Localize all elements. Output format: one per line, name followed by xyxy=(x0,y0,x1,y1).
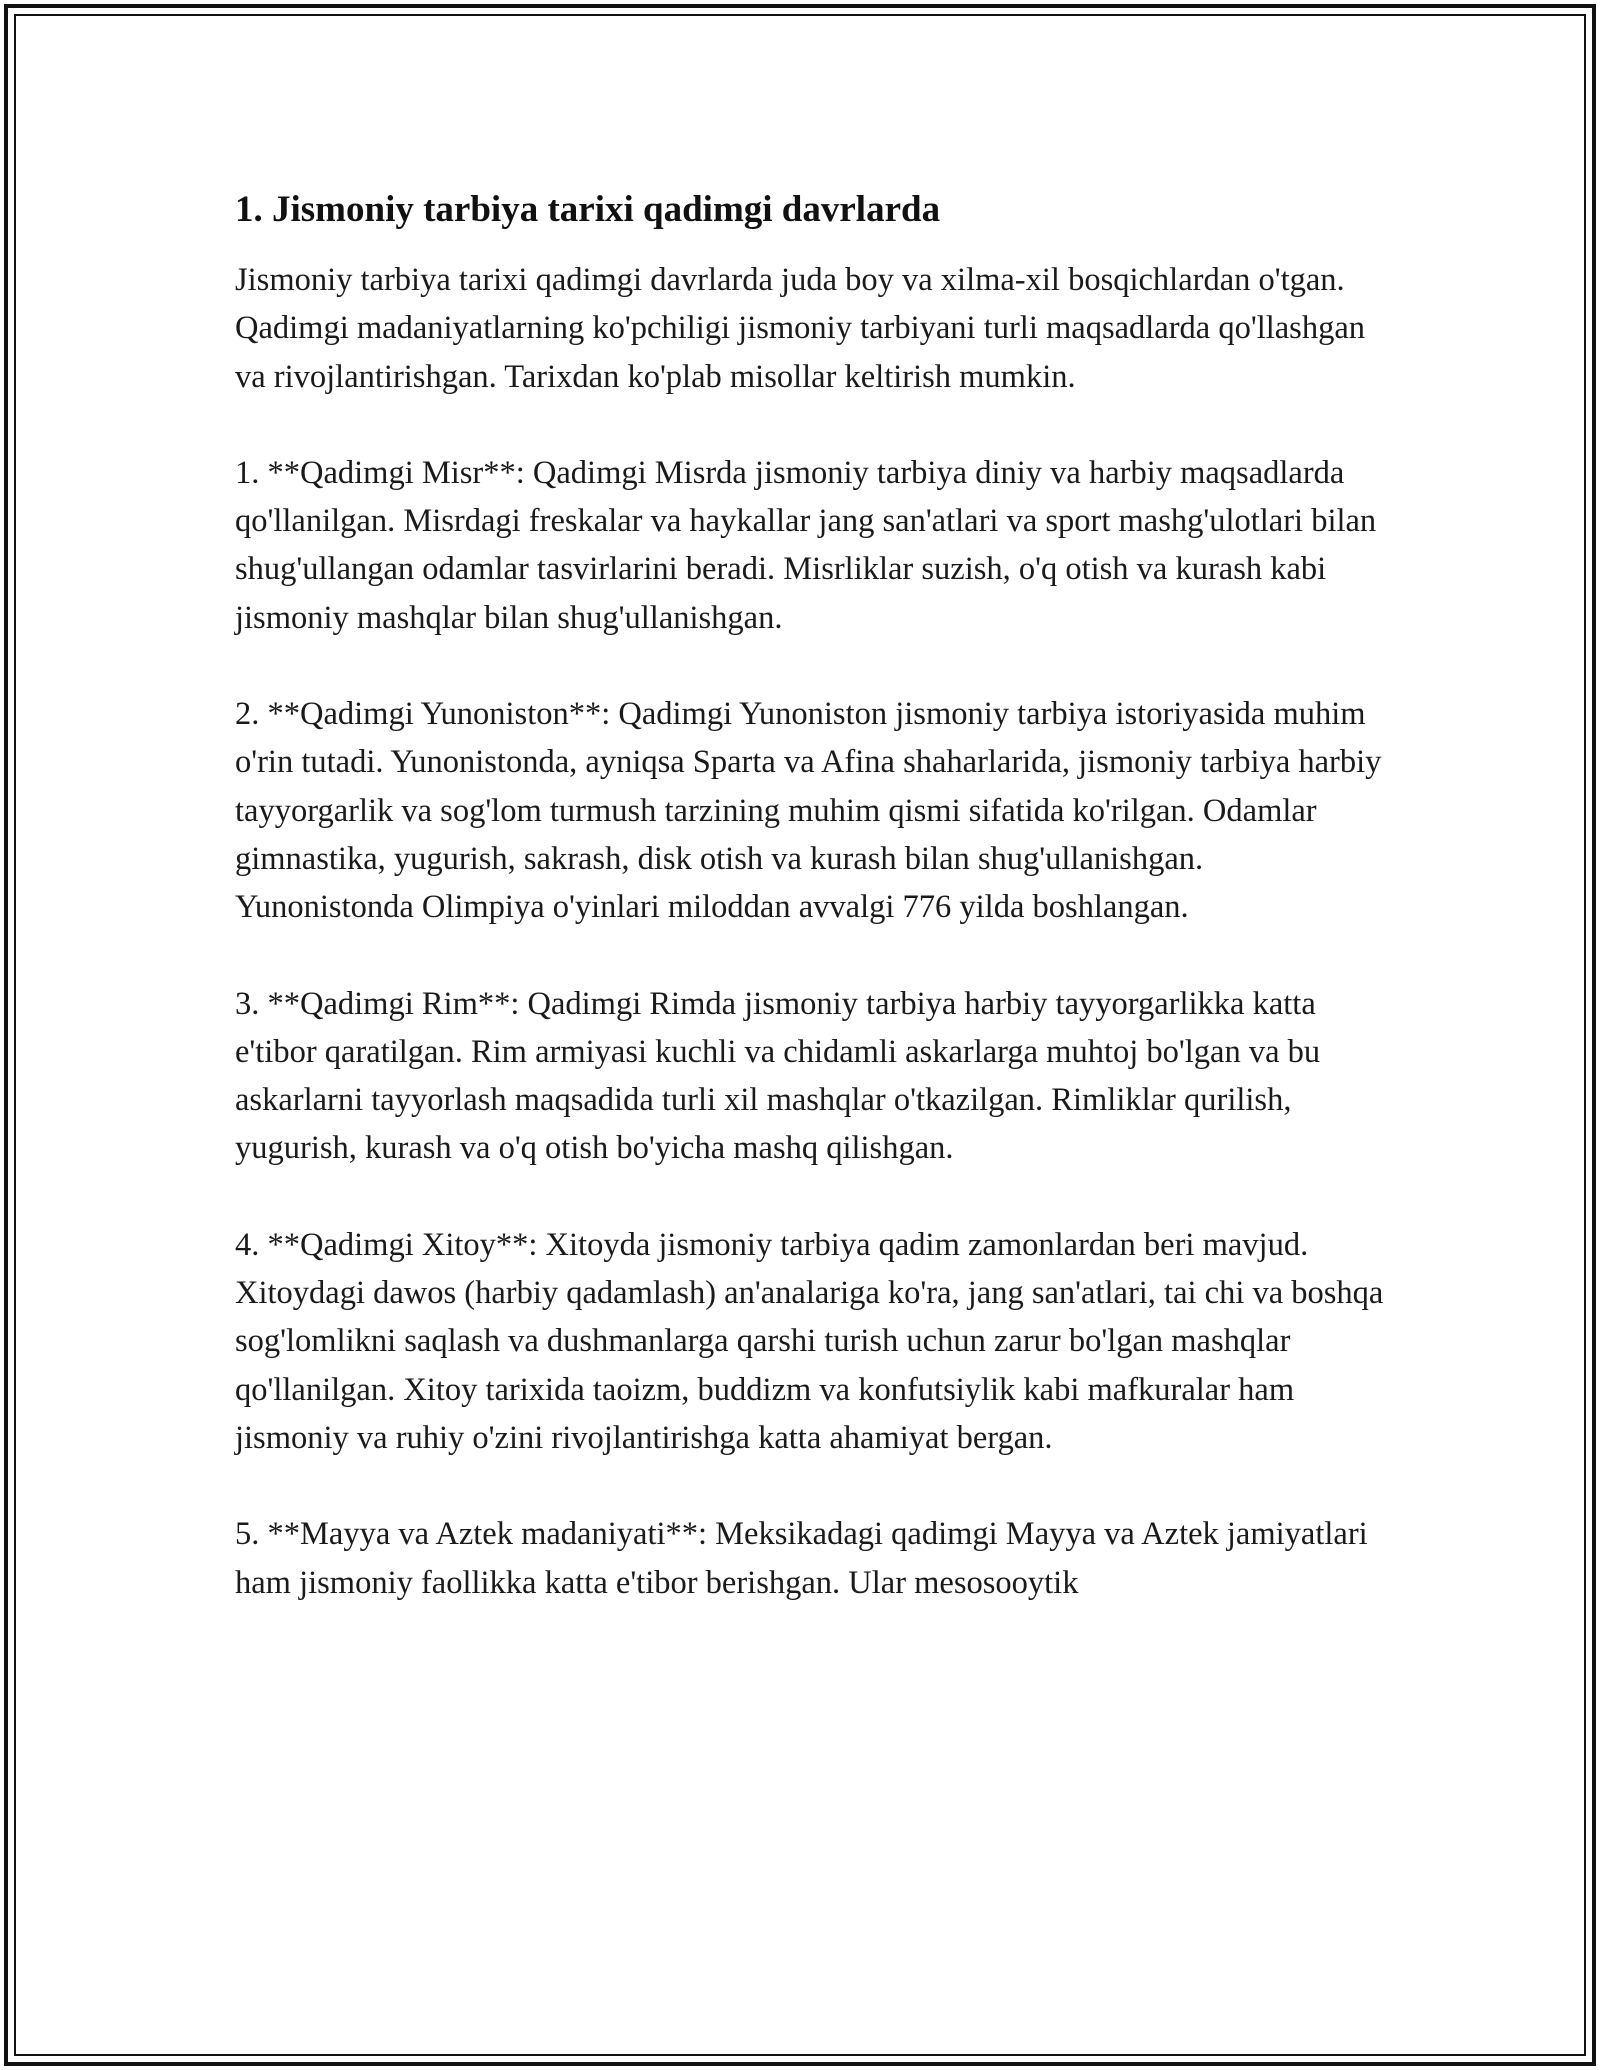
document-body xyxy=(235,186,1385,1655)
intro-paragraph: Jismoniy tarbiya tarixi qadimgi davrlarda juda boy va xilma-xil bosqichlardan o'tgan. Qadimgi madaniyatlarning ko'pchiligi jismoniy tarbiyani turli maqsadlarda qo'llashgan va rivojlantirishgan. Tarixdan ko'plab misollar keltirish mumkin. xyxy=(235,262,1366,395)
paragraph-rome: 3. **Qadimgi Rim**: Qadimgi Rimda jismoniy tarbiya harbiy tayyorgarlikka katta e'tibor qaratilgan. Rim armiyasi kuchli va chidamli askarlarga muhtoj bo'lgan va bu askarlarni tayyorlash maqsadida turli xil mashqlar o'tkazilgan. Rimliklar qurilish, yugurish, kurash va o'q otish bo'yicha mashq qilishgan. xyxy=(235,985,1321,1167)
paragraph-maya-aztec: 5. **Mayya va Aztek madaniyati**: Meksikadagi qadimgi Mayya va Aztek jamiyatlari ham jismoniy faollikka katta e'tibor berishgan. Ular mesosooytik xyxy=(235,1516,1368,1601)
paragraph-egypt: 1. **Qadimgi Misr**: Qadimgi Misrda jismoniy tarbiya diniy va harbiy maqsadlarda qo'llanilgan. Misrdagi freskalar va haykallar jang san'atlari va sport mashg'ulotlari bilan shug'ullangan odamlar tasvirlarini beradi. Misrliklar suzish, o'q otish va kurash kabi jismoniy mashqlar bilan shug'ullanishgan. xyxy=(235,454,1377,636)
section-heading: 1. Jismoniy tarbiya tarixi qadimgi davrlarda xyxy=(235,189,941,230)
paragraph-greece: 2. **Qadimgi Yunoniston**: Qadimgi Yunoniston jismoniy tarbiya istoriyasida muhim o'rin tutadi. Yunonistonda, ayniqsa Sparta va Afina shaharlarida, jismoniy tarbiya harbiy tayyorgarlik va sog'lom turmush tarzining muhim qismi sifatida ko'rilgan. Odamlar gimnastika, yugurish, sakrash, disk otish va kurash bilan shug'ullanishgan. Yunonistonda Olimpiya o'yinlari miloddan avvalgi 776 yilda boshlangan. xyxy=(235,696,1382,926)
paragraph-china: 4. **Qadimgi Xitoy**: Xitoyda jismoniy tarbiya qadim zamonlardan beri mavjud. Xitoydagi dawos (harbiy qadamlash) an'analariga ko'ra, jang san'atlari, tai chi va boshqa sog'lomlikni saqlash va dushmanlarga qarshi turish uchun zarur bo'lgan mashqlar qo'llanilgan. Xitoy tarixida taoizm, buddizm va konfutsiylik kabi mafkuralar ham jismoniy va ruhiy o'zini rivojlantirishga katta ahamiyat bergan. xyxy=(235,1226,1384,1456)
